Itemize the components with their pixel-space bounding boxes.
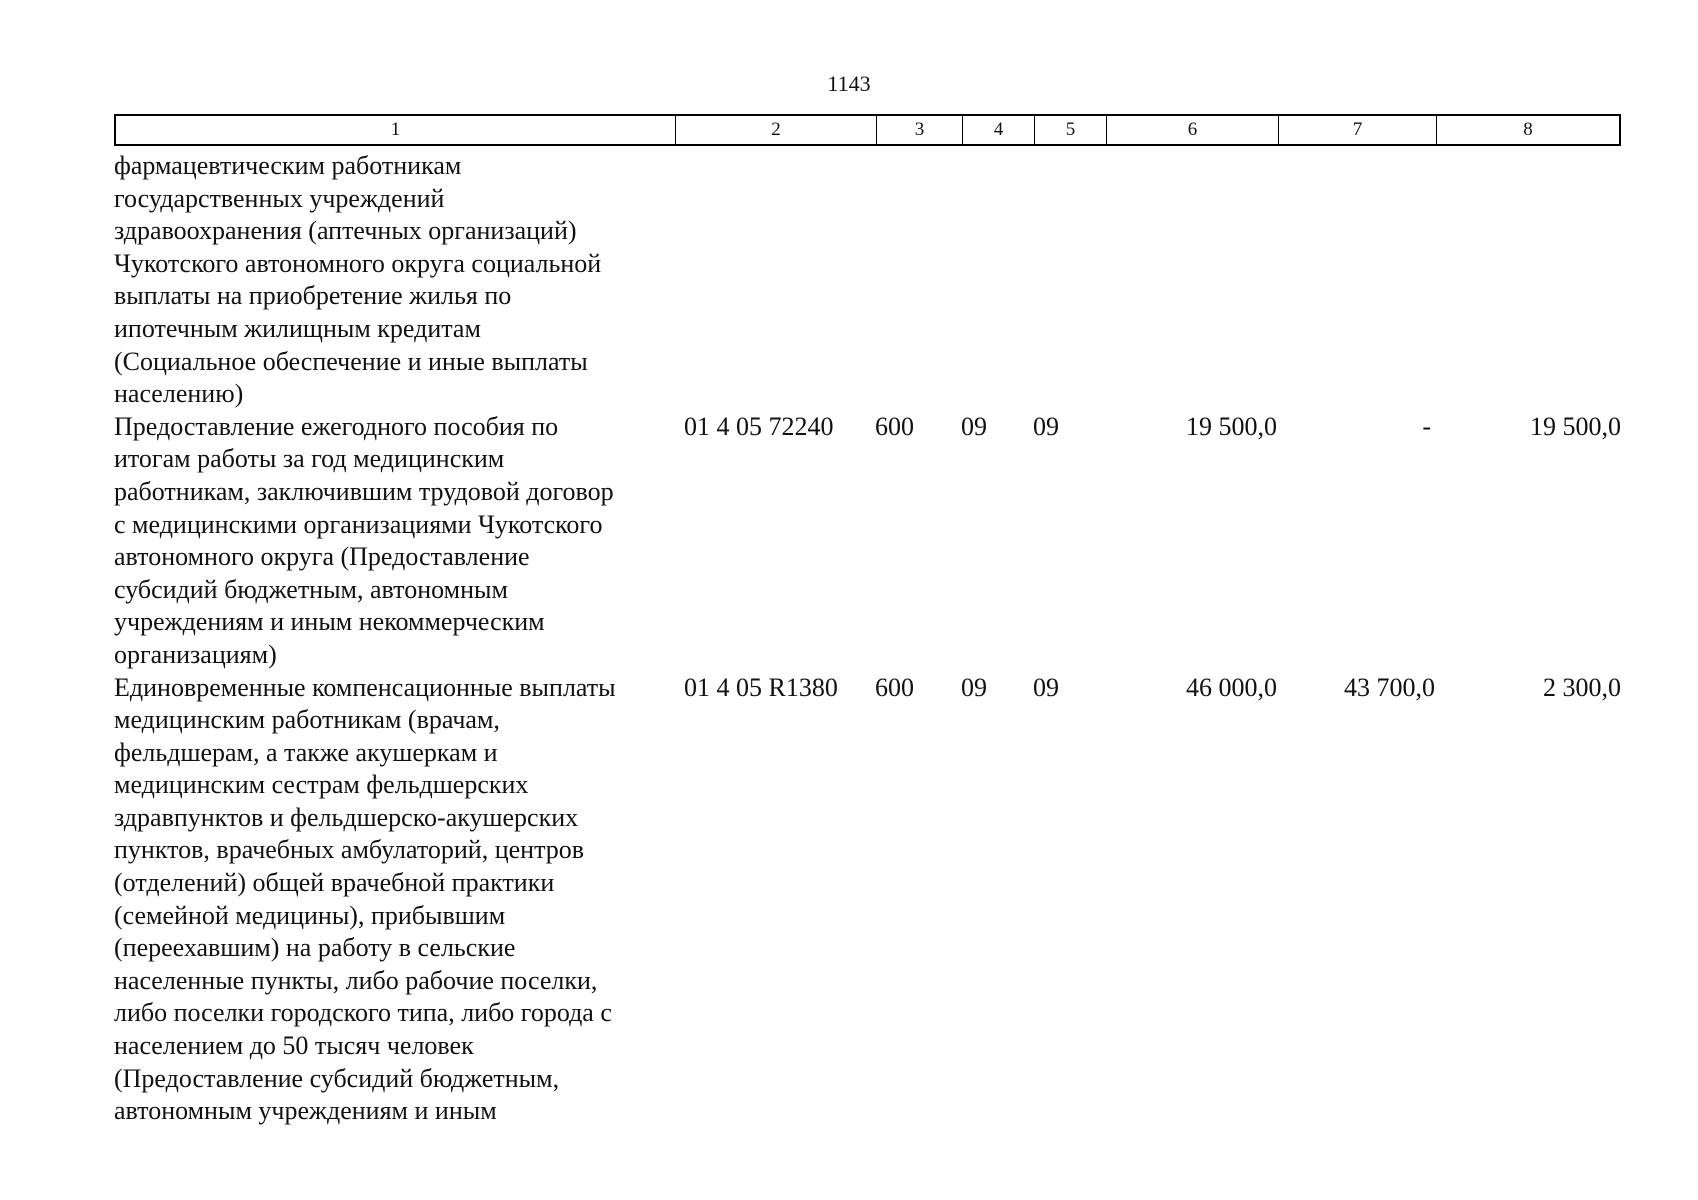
row-regional-amount: 2 300,0 [1543, 672, 1621, 702]
page-number: 1143 [827, 71, 871, 96]
header-col-8: 8 [1523, 119, 1533, 140]
row-regional-amount: 19 500,0 [1530, 411, 1621, 441]
table-row [114, 672, 1621, 1128]
header-col-5: 5 [1035, 116, 1107, 144]
header-col-3: 3 [877, 116, 963, 144]
row-total-amount: 19 500,0 [1186, 411, 1277, 441]
header-col-4: 4 [963, 116, 1035, 144]
header-col-6: 6 [1107, 116, 1279, 144]
row-expense-type: 600 [875, 672, 914, 702]
row-target-code: 01 4 05 R1380 [684, 672, 838, 702]
header-col-1: 1 [116, 116, 676, 144]
table-body [114, 150, 1621, 1128]
table-header [114, 114, 1621, 146]
header-col-7: 7 [1279, 116, 1437, 144]
row-section: 09 [961, 411, 987, 441]
table-row [114, 411, 1621, 672]
row-description: Предоставление ежегодного пособия по итогам работы за год медицинским работникам, заключившим трудовой договор с медицинскими организациями Чукотского автономного округа (Предоставление субсидий бюджетным, автономным учреждениям и иным некоммерческим организациям) [114, 411, 614, 669]
row-federal-amount: 43 700,0 [1344, 672, 1435, 702]
row-section: 09 [961, 672, 987, 702]
row-total-amount: 46 000,0 [1186, 672, 1277, 702]
row-description: фармацевтическим работникам государственных учреждений здравоохранения (аптечных организаций) Чукотского автономного округа социальной выплаты на приобретение жилья по ипотечным жилищным кредитам (Социальное обеспечение и иные выплаты населению) [114, 151, 602, 409]
table-row [114, 150, 1621, 411]
row-subsection: 09 [1033, 672, 1059, 702]
row-description: Единовременные компенсационные выплаты медицинским работникам (врачам, фельдшерам, а также акушеркам и медицинским сестрам фельдшерских здравпунктов и фельдшерско-акушерских пунктов, врачебных амбулаторий, центров (отделений) общей врачебной практики (семейной медицины), прибывшим (переехавшим) на работу в сельские населенные пункты, либо рабочие поселки, либо поселки городского типа, либо города с населением до 50 тысяч человек (Предоставление субсидий бюджетным, автономным учреждениям и иным [114, 672, 616, 1126]
row-federal-amount: - [1422, 411, 1431, 441]
header-col-2: 2 [676, 116, 877, 144]
row-subsection: 09 [1033, 411, 1059, 441]
row-expense-type: 600 [875, 411, 914, 441]
row-target-code: 01 4 05 72240 [684, 411, 834, 441]
